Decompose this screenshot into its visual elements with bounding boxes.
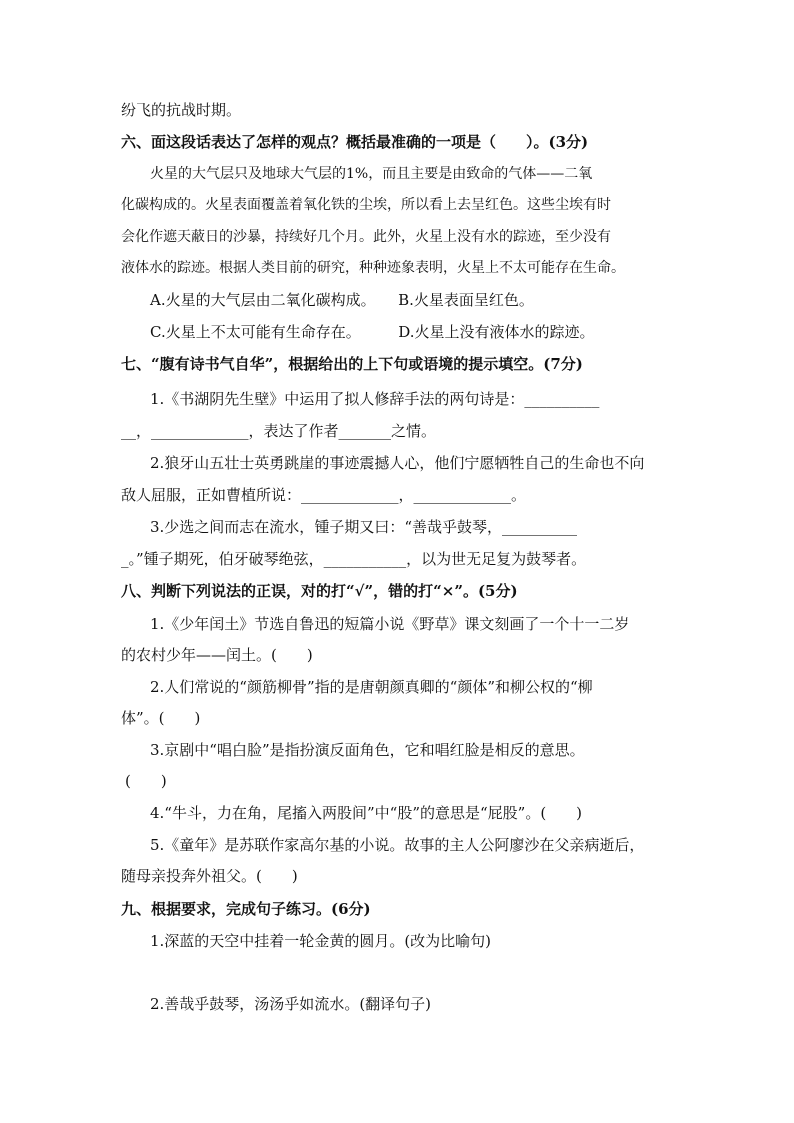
answer-parentheses: ( ) xyxy=(125,772,167,790)
question-line: _。”锺子期死，伯牙破琴绝弦，___________，以为世无足复为鼓琴者。 xyxy=(121,550,587,568)
question-line: 敌人屈服，正如曹植所说：_____________，_____________。 xyxy=(121,486,527,504)
question-line: 5.《童年》是苏联作家高尔基的小说。故事的主人公阿廖沙在父亲病逝后， xyxy=(150,836,645,854)
question-line: 体”。( ) xyxy=(121,709,201,727)
question-line: 1.深蓝的天空中挂着一轮金黄的圆月。(改为比喻句) xyxy=(150,932,492,950)
question-line: 3.京剧中“唱白脸”是指扮演反面角色，它和唱红脸是相反的意思。 xyxy=(150,741,585,759)
passage-line: 化碳构成的。火星表面覆盖着氧化铁的尘埃，所以看上去呈红色。这些尘埃有时 xyxy=(121,197,611,213)
section-7-heading: 七、“腹有诗书气自华”，根据给出的上下句或语境的提示填空。(7分) xyxy=(121,355,583,373)
passage-line: 液体水的踪迹。根据人类目前的研究，种种迹象表明，火星上不太可能存在生命。 xyxy=(121,260,625,276)
section-8-heading: 八、判断下列说法的正误，对的打“√”，错的打“×”。(5分) xyxy=(121,582,518,600)
question-line: 2.善哉乎鼓琴，汤汤乎如流水。(翻译句子) xyxy=(150,995,432,1013)
question-line: 3.少选之间而志在流水，锺子期又曰：“善哉乎鼓琴，__________ xyxy=(150,518,577,536)
question-line: 的农村少年——闰土。( ) xyxy=(121,646,313,664)
text-line: 纷飞的抗战时期。 xyxy=(121,101,242,119)
section-6-heading: 六、面这段话表达了怎样的观点？概括最准确的一项是（ ）。(3分) xyxy=(121,133,589,151)
question-line: 1.《少年闰土》节选自鲁迅的短篇小说《野草》课文刻画了一个十一二岁 xyxy=(150,615,630,633)
question-line: 2.狼牙山五壮士英勇跳崖的事迹震撼人心，他们宁愿牺牲自己的生命也不向 xyxy=(150,454,645,472)
question-line: 4.“牛斗，力在角，尾搐入两股间”中“股”的意思是“屁股”。( ) xyxy=(150,804,583,822)
passage-line: 火星的大气层只及地球大气层的1%，而且主要是由致命的气体——二氧 xyxy=(150,166,593,182)
section-9-heading: 九、根据要求，完成句子练习。(6分) xyxy=(121,900,371,918)
question-line: __，_____________，表达了作者_______之情。 xyxy=(121,422,437,440)
question-line: 2.人们常说的“颜筋柳骨”指的是唐朝颜真卿的“颜体”和柳公权的“柳 xyxy=(150,678,593,696)
question-line: 随母亲投奔外祖父。( ) xyxy=(121,867,298,885)
option-line: A.火星的大气层由二氧化碳构成。 B.火星表面呈红色。 xyxy=(150,291,534,309)
option-line: C.火星上不太可能有生命存在。 D.火星上没有液体水的踪迹。 xyxy=(150,323,595,341)
question-line: 1.《书湖阴先生壁》中运用了拟人修辞手法的两句诗是：__________ xyxy=(150,390,600,408)
passage-line: 会化作遮天蔽日的沙暴，持续好几个月。此外，火星上没有水的踪迹，至少没有 xyxy=(121,229,611,245)
